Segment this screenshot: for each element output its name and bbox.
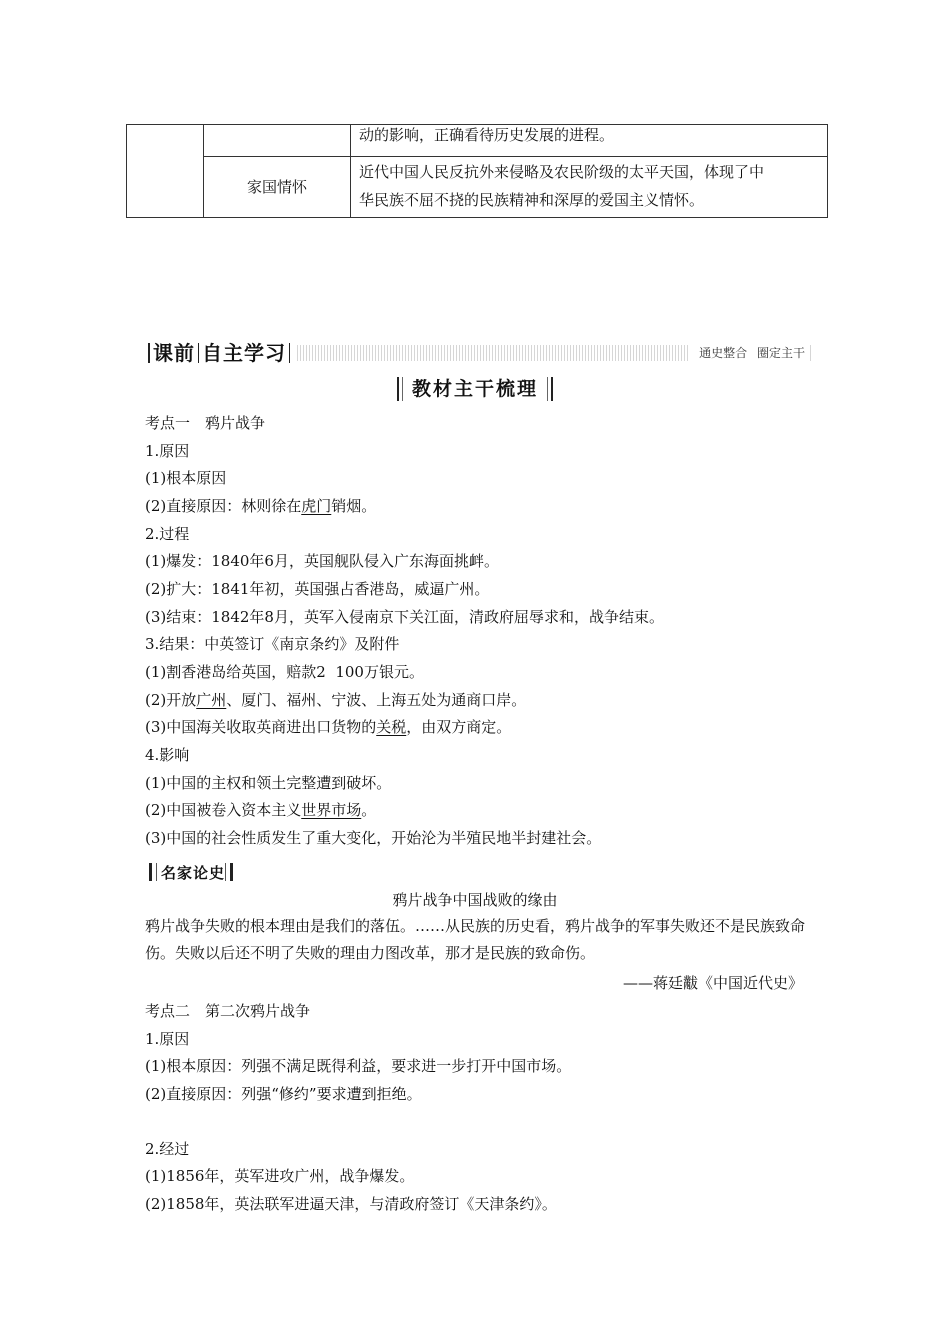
list-item: (1)爆发：1840年6月，英国舰队侵入广东海面挑衅。 — [145, 552, 499, 570]
tag-bar — [225, 863, 226, 881]
banner-divider — [289, 343, 290, 363]
table-text-line: 近代中国人民反抗外来侵略及农民阶级的太平天国，体现了中 — [359, 163, 765, 181]
table-cell-text: 动的影响，正确看待历史发展的进程。 — [351, 125, 828, 157]
point-heading: 考点一 鸦片战争 — [145, 414, 266, 432]
list-item: (1)1856年，英军进攻广州，战争爆发。 — [145, 1167, 415, 1185]
list-item: (2)直接原因：林则徐在虎门销烟。 — [145, 497, 377, 515]
sub-banner-bar — [397, 377, 399, 401]
underlined-term: 世界市场 — [301, 801, 362, 819]
sub-banner-bar — [547, 377, 548, 401]
sub-banner-bar — [551, 377, 553, 401]
list-item: (2)1858年，英法联军进逼天津，与清政府签订《天津条约》。 — [145, 1195, 557, 1213]
banner-right-a: 通史整合 — [699, 346, 748, 360]
banner-right-b: 圈定主干 — [756, 346, 805, 360]
tag-bar — [230, 863, 233, 881]
section-heading: 4.影响 — [145, 746, 190, 764]
list-item: (3)结束：1842年8月，英军入侵南京下关江面，清政府屈辱求和，战争结束。 — [145, 608, 664, 626]
banner-divider — [198, 343, 199, 363]
underlined-term: 关税 — [376, 718, 407, 736]
list-item: (1)根本原因：列强不满足既得利益，要求进一步打开中国市场。 — [145, 1057, 572, 1075]
list-item: (2)扩大：1841年初，英国强占香港岛，威逼广州。 — [145, 580, 490, 598]
table-cell-empty-label — [204, 125, 351, 157]
quote-title: 鸦片战争中国战败的缘由 — [392, 891, 558, 909]
literacy-table — [126, 124, 828, 218]
quote-paragraph: 鸦片战争失败的根本理由是我们的落伍。……从民族的历史看，鸦片战争的军事失败还不是民族致命伤。失败以后还不明了失败的理由力图改革，那才是民族的致命伤。 — [145, 917, 806, 962]
list-item: (3)中国海关收取英商进出口货物的关税，由双方商定。 — [145, 718, 512, 736]
sub-banner-title: 教材主干梳理 — [411, 378, 538, 400]
banner-title-b: 自主学习 — [202, 341, 286, 365]
table-cell-text — [351, 157, 828, 218]
list-item: (1)中国的主权和领土完整遭到破坏。 — [145, 774, 392, 792]
table-cell-empty — [127, 125, 204, 218]
list-item: (1)根本原因 — [145, 469, 227, 487]
section-heading: 1.原因 — [145, 442, 190, 460]
section-heading: 2.经过 — [145, 1140, 190, 1158]
underlined-term: 虎门 — [301, 497, 332, 515]
section-heading: 3.结果：中英签订《南京条约》及附件 — [145, 635, 400, 653]
table-cell-label: 家国情怀 — [204, 157, 351, 218]
list-item: (2)直接原因：列强“修约”要求遭到拒绝。 — [145, 1085, 422, 1103]
quote-citation: ——蒋廷黻《中国近代史》 — [622, 974, 803, 992]
banner-right — [689, 344, 809, 362]
section-heading: 2.过程 — [145, 525, 190, 543]
section-heading: 1.原因 — [145, 1030, 190, 1048]
banner-title-a: 课前 — [153, 341, 195, 365]
banner-divider — [148, 343, 150, 363]
sub-banner-bar — [402, 377, 403, 401]
historian-tag: 名家论史 — [145, 862, 237, 884]
list-item: (2)中国被卷入资本主义世界市场。 — [145, 801, 377, 819]
list-item: (1)割香港岛给英国，赔款2 100万银元。 — [145, 663, 424, 681]
banner-title — [145, 340, 297, 366]
underlined-term: 广州 — [196, 691, 227, 709]
point-heading: 考点二 第二次鸦片战争 — [145, 1002, 311, 1020]
section-banner — [145, 340, 813, 366]
tag-bar — [149, 863, 152, 881]
tag-bar — [156, 863, 157, 881]
table-text-line: 华民族不屈不挠的民族精神和深厚的爱国主义情怀。 — [359, 191, 705, 209]
list-item: (3)中国的社会性质发生了重大变化，开始沦为半殖民地半封建社会。 — [145, 829, 602, 847]
sub-banner — [395, 375, 555, 403]
list-item: (2)开放广州、厦门、福州、宁波、上海五处为通商口岸。 — [145, 691, 527, 709]
